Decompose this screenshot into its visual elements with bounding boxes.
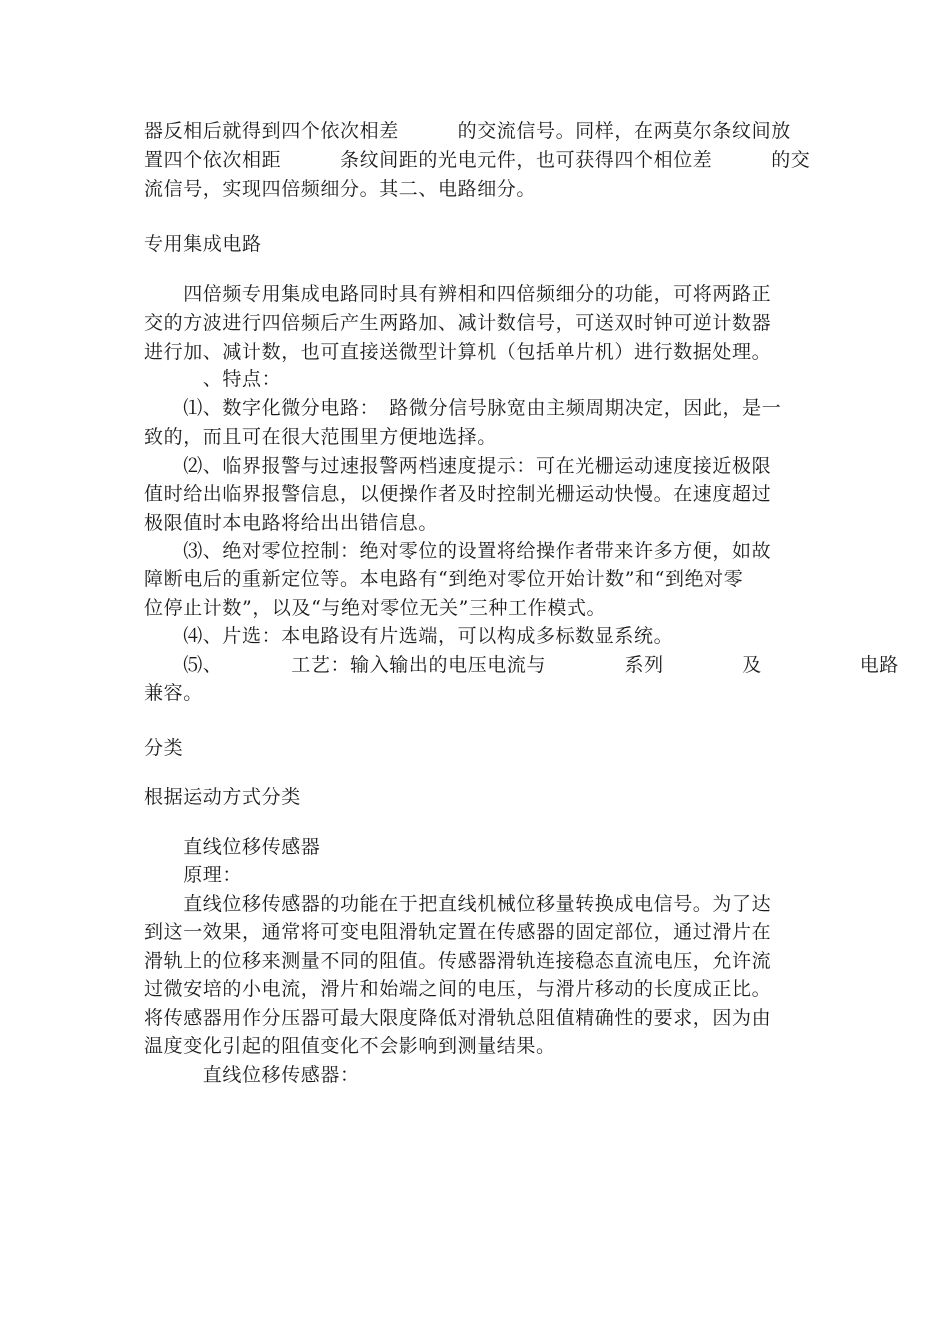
text-line: 兼容。 — [144, 682, 203, 704]
text-line: 直线位移传感器： — [144, 1064, 360, 1086]
text-line: 到这一效果，通常将可变电阻滑轨定置在传感器的固定部位，通过滑片在 — [144, 921, 772, 943]
section-heading: 根据运动方式分类 — [144, 786, 301, 808]
text-line: 、特点： — [144, 368, 282, 390]
text-line: 交的方波进行四倍频后产生两路加、减计数信号，可送双时钟可逆计数器 — [144, 312, 772, 334]
text-line: 原理： — [144, 864, 243, 886]
text-line: 置四个依次相距 条纹间距的光电元件，也可获得四个相位差 的交 — [144, 149, 811, 171]
text-line: 将传感器用作分压器可最大限度降低对滑轨总阻值精确性的要求，因为由 — [144, 1007, 772, 1029]
text-line: 位停止计数”，以及“与绝对零位无关”三种工作模式。 — [144, 597, 607, 619]
text-line: 致的，而且可在很大范围里方便地选择。 — [144, 426, 497, 448]
text-line: ⑵、临界报警与过速报警两档速度提示：可在光栅运动速度接近极限 — [144, 455, 772, 477]
section-heading: 分类 — [144, 737, 184, 759]
section-heading: 专用集成电路 — [144, 233, 262, 255]
text-line: 进行加、减计数，也可直接送微型计算机（包括单片机）进行数据处理。 — [144, 341, 772, 363]
text-line: 温度变化引起的阻值变化不会影响到测量结果。 — [144, 1035, 556, 1057]
text-line: 过微安培的小电流，滑片和始端之间的电压，与滑片移动的长度成正比。 — [144, 978, 772, 1000]
text-line: ⑴、数字化微分电路： 路微分信号脉宽由主频周期决定，因此，是一 — [144, 397, 782, 419]
text-line: 器反相后就得到四个依次相差 的交流信号。同样，在两莫尔条纹间放 — [144, 120, 791, 142]
text-line: ⑸、 工艺：输入输出的电压电流与 系列 及 电路 — [144, 654, 899, 676]
text-line: 障断电后的重新定位等。本电路有“到绝对零位开始计数”和“到绝对零 — [144, 568, 744, 590]
text-line: 直线位移传感器的功能在于把直线机械位移量转换成电信号。为了达 — [144, 893, 772, 915]
text-line: ⑷、片选：本电路设有片选端，可以构成多标数显系统。 — [144, 625, 674, 647]
text-line: 流信号，实现四倍频细分。其二、电路细分。 — [144, 178, 537, 200]
text-line: ⑶、绝对零位控制：绝对零位的设置将给操作者带来许多方便，如故 — [144, 540, 772, 562]
text-line: 值时给出临界报警信息，以便操作者及时控制光栅运动快慢。在速度超过 — [144, 483, 772, 505]
text-line: 极限值时本电路将给出出错信息。 — [144, 512, 439, 534]
text-line: 四倍频专用集成电路同时具有辨相和四倍频细分的功能，可将两路正 — [144, 283, 772, 305]
subsection-heading: 直线位移传感器 — [144, 836, 321, 858]
text-line: 滑轨上的位移来测量不同的阻值。传感器滑轨连接稳态直流电压，允许流 — [144, 950, 772, 972]
